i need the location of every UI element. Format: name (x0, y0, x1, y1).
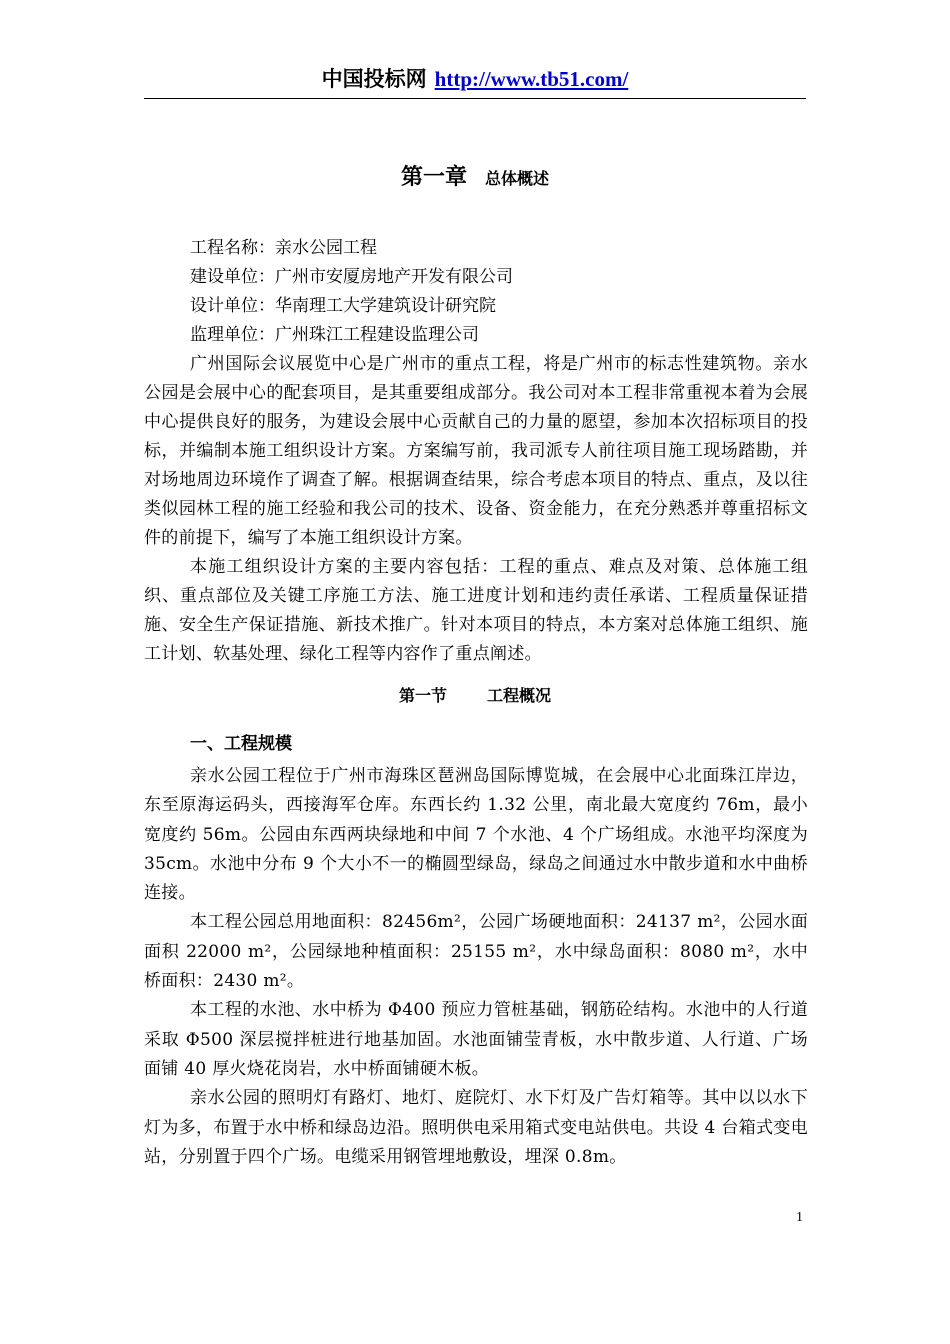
header-rule (144, 98, 806, 99)
chapter-number: 第一章 (400, 165, 467, 190)
body-paragraph: 本工程公园总用地面积：82456m²，公园广场硬地面积：24137 m²，公园水面面积 22000 m²，公园绿地种植面积：25155 m²，水中绿岛面积：8080 m²，水中桥面积：2430 m²。 (144, 912, 808, 992)
chapter-heading (144, 162, 806, 195)
info-designer: 设计单位：华南理工大学建筑设计研究院 (190, 296, 496, 316)
site-name: 中国投标网 (321, 67, 427, 91)
info-client: 建设单位：广州市安厦房地产开发有限公司 (190, 267, 513, 287)
info-project-name: 工程名称：亲水公园工程 (190, 238, 377, 258)
intro-paragraph: 广州国际会议展览中心是广州市的重点工程，将是广州市的标志性建筑物。亲水公园是会展中心的配套项目，是其重要组成部分。我公司对本工程非常重视本着为会展中心提供良好的服务，为建设会展中心贡献自己的力量的愿望，参加本次招标项目的投标，并编制本施工组织设计方案。方案编写前，我司派专人前往项目施工现场踏勘，并对场地周边环境作了调查了解。根据调查结果，综合考虑本项目的特点、重点，及以往类似园林工程的施工经验和我公司的技术、设备、资金能力，在充分熟悉并尊重招标文件的前提下，编写了本施工组织设计方案。 (144, 354, 808, 548)
body-paragraph: 亲水公园的照明灯有路灯、地灯、庭院灯、水下灯及广告灯箱等。其中以以水下灯为多，布置于水中桥和绿岛边沿。照明供电采用箱式变电站供电。共设 4 台箱式变电站，分别置于四个广场。电缆采用钢管埋地敷设，埋深 0.8m。 (144, 1088, 808, 1167)
body-paragraph: 亲水公园工程位于广州市海珠区琶洲岛国际博览城，在会展中心北面珠江岸边，东至原海运码头，西接海军仓库。东西长约 1.32 公里，南北最大宽度约 76m，最小宽度约 56m。公园由东西两块绿地和中间 7 个水池、4 个广场组成。水池平均深度为 35cm。水池中分布 9 个大小不一的椭圆型绿岛，绿岛之间通过水中散步道和水中曲桥连接。 (144, 766, 808, 904)
section-number: 第一节 (398, 686, 447, 705)
body-paragraph: 本工程的水池、水中桥为 Φ400 预应力管桩基础，钢筋砼结构。水池中的人行道采取 Φ500 深层搅拌桩进行地基加固。水池面铺莹青板，水中散步道、人行道、广场面铺 40 厚火烧花岗岩，水中桥面铺硬木板。 (144, 1000, 808, 1079)
chapter-title: 总体概述 (485, 169, 550, 188)
intro-paragraph: 本施工组织设计方案的主要内容包括：工程的重点、难点及对策、总体施工组织、重点部位及关键工序施工方法、施工进度计划和违约责任承诺、工程质量保证措施、安全生产保证措施、新技术推广。针对本项目的特点，本方案对总体施工组织、施工计划、软基处理、绿化工程等内容作了重点阐述。 (144, 557, 808, 664)
page-header (144, 64, 806, 94)
section-heading (144, 684, 806, 708)
intro-block (144, 234, 808, 669)
page-number: 1 (796, 1210, 803, 1225)
subsection-heading: 一、工程规模 (190, 734, 292, 754)
site-url-link[interactable]: http://www.tb51.com/ (434, 67, 629, 91)
info-supervisor: 监理单位：广州珠江工程建设监理公司 (190, 325, 479, 345)
body-block (144, 762, 808, 1172)
section-title: 工程概况 (487, 686, 552, 705)
